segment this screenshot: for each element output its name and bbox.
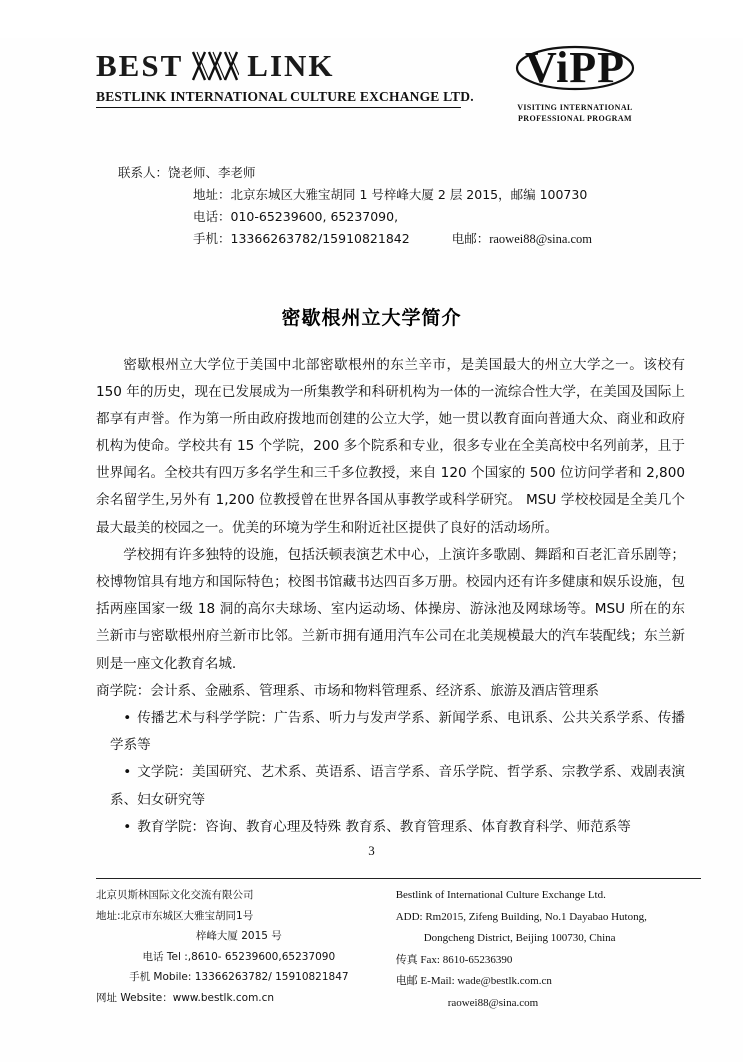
footer-left-line-6: 网址 Website：www.bestlk.com.cn <box>96 991 275 1004</box>
triple-x-icon <box>191 49 239 83</box>
contact-tel-value: 010-65239600, 65237090, <box>230 208 399 224</box>
vipp-subtitle <box>500 103 650 125</box>
document-page <box>0 38 743 1062</box>
svg-text:ViPP: ViPP <box>524 43 626 92</box>
logo-tagline: BESTLINK INTERNATIONAL CULTURE EXCHANGE LTD. <box>96 89 474 104</box>
college-arts <box>96 759 685 813</box>
footer-right-column <box>396 885 699 1014</box>
footer-left-line-3: 梓峰大厦 2015 号 <box>195 930 282 943</box>
letterhead <box>0 38 743 156</box>
contact-address-label: 地址： <box>193 186 231 202</box>
page-number: 3 <box>368 842 375 858</box>
vipp-wordmark <box>500 42 650 94</box>
footer-right-line-1: Bestlink of International Culture Exchange Ltd. <box>395 889 606 902</box>
footer-left-line-5: 手机 Mobile: 13366263782/ 15910821847 <box>129 971 349 984</box>
paragraph-intro: 密歇根州立大学位于美国中北部密歇根州的东兰辛市，是美国最大的州立大学之一。该校有 150 年的历史，现在已发展成为一所集教学和科研机构为一体的一流综合性大学，在美国及国际上都享有声誉。作为第一所由政府拨地而创建的公立大学，她一贯以教育面向普通大众、商业和政府机构为使命。学校共有 15 个学院，200 多个院系和专业，很多专业在全美高校中名列前茅，且于世界闻名。全校共有四万多名学生和三千多位教授，来自 120 个国家的 500 位访问学者和 2,800 余名留学生,另外有 1,200 位教授曾在世界各国从事教学或科学研究。 MSU 学校校园是全美几个最大最美的校园之一。优美的环境为学生和附近社区提供了良好的活动场所。 <box>96 356 685 536</box>
vipp-subtitle-line2: PROFESSIONAL PROGRAM <box>517 113 632 123</box>
vipp-logo <box>500 42 650 125</box>
contact-email-value: raowei88@sina.com <box>489 231 593 246</box>
contact-address-value: 北京东城区大雅宝胡同 1 号梓峰大厦 2 层 2015，邮编 100730 <box>230 186 588 202</box>
contact-person-label: 联系人： <box>118 165 169 180</box>
contact-email-label: 电邮： <box>451 230 490 246</box>
bullet-icon: • <box>123 764 132 781</box>
college-communication-text: 传播艺术与科学学院：广告系、听力与发声学系、新闻学系、电讯系、公共关系学系、传播学系等 <box>110 709 685 754</box>
footer <box>0 878 743 1014</box>
bullet-icon: • <box>123 709 132 726</box>
footer-left-column <box>96 885 382 1014</box>
contact-tel-row <box>193 206 743 228</box>
footer-right-line-2: ADD: Rm2015, Zifeng Building, No.1 Dayabao Hutong, <box>395 910 647 923</box>
footer-right-line-3: Dongcheng District, Beijing 100730, China <box>423 932 616 945</box>
logo-divider <box>96 107 461 108</box>
bullet-icon: • <box>123 818 132 835</box>
contact-block <box>118 162 743 251</box>
bestlink-logo <box>96 48 474 108</box>
college-education <box>96 814 685 841</box>
contact-address-row <box>193 184 743 206</box>
footer-right-line-5: 电邮 E-Mail: wade@bestlk.com.cn <box>395 975 552 988</box>
logo-wordmark <box>96 48 466 84</box>
contact-person-row <box>118 162 743 184</box>
contact-mobile-label: 手机： <box>193 230 231 246</box>
page-title: 密歇根州立大学简介 <box>281 306 462 329</box>
contact-mobile-row <box>193 228 743 251</box>
college-business: 商学院：会计系、金融系、管理系、市场和物料管理系、经济系、旅游及酒店管理系 <box>96 682 599 699</box>
footer-left-line-1: 北京贝斯林国际文化交流有限公司 <box>96 889 254 902</box>
vipp-subtitle-line1: VISITING INTERNATIONAL <box>517 103 633 112</box>
footer-right-line-6: raowei88@sina.com <box>447 996 539 1009</box>
footer-right-line-4: 传真 Fax: 8610-65236390 <box>395 953 513 966</box>
logo-text-left: BEST <box>96 48 184 83</box>
college-communication <box>96 705 685 759</box>
logo-text-right: LINK <box>247 48 335 83</box>
footer-divider <box>96 878 701 879</box>
college-education-text: 教育学院：咨询、教育心理及特殊 教育系、教育管理系、体育教育科学、师范系等 <box>137 818 631 835</box>
paragraph-facilities: 学校拥有许多独特的设施，包括沃顿表演艺术中心，上演许多歌剧、舞蹈和百老汇音乐剧等；校博物馆具有地方和国际特色；校图书馆藏书达四百多万册。校园内还有许多健康和娱乐设施，包括两座国家一级 18 洞的高尔夫球场、室内运动场、体操房、游泳池及网球场等。MSU 所在的东兰新市与密歇根州府兰新市比邻。兰新市拥有通用汽车公司在北美规模最大的汽车装配线；东兰新则是一座文化教育名城. <box>96 546 685 672</box>
footer-left-line-4: 电话 Tel :,8610- 65239600,65237090 <box>142 950 336 963</box>
contact-tel-label: 电话： <box>193 208 231 224</box>
contact-person-value: 饶老师、李老师 <box>168 165 256 180</box>
contact-mobile-value: 13366263782/15910821842 <box>230 230 410 246</box>
document-body <box>96 352 685 841</box>
footer-left-line-2: 地址:北京市东城区大雅宝胡同1号 <box>96 909 254 922</box>
college-arts-text: 文学院：美国研究、艺术系、英语系、语言学系、音乐学院、哲学系、宗教学系、戏剧表演系、妇女研究等 <box>110 764 685 808</box>
